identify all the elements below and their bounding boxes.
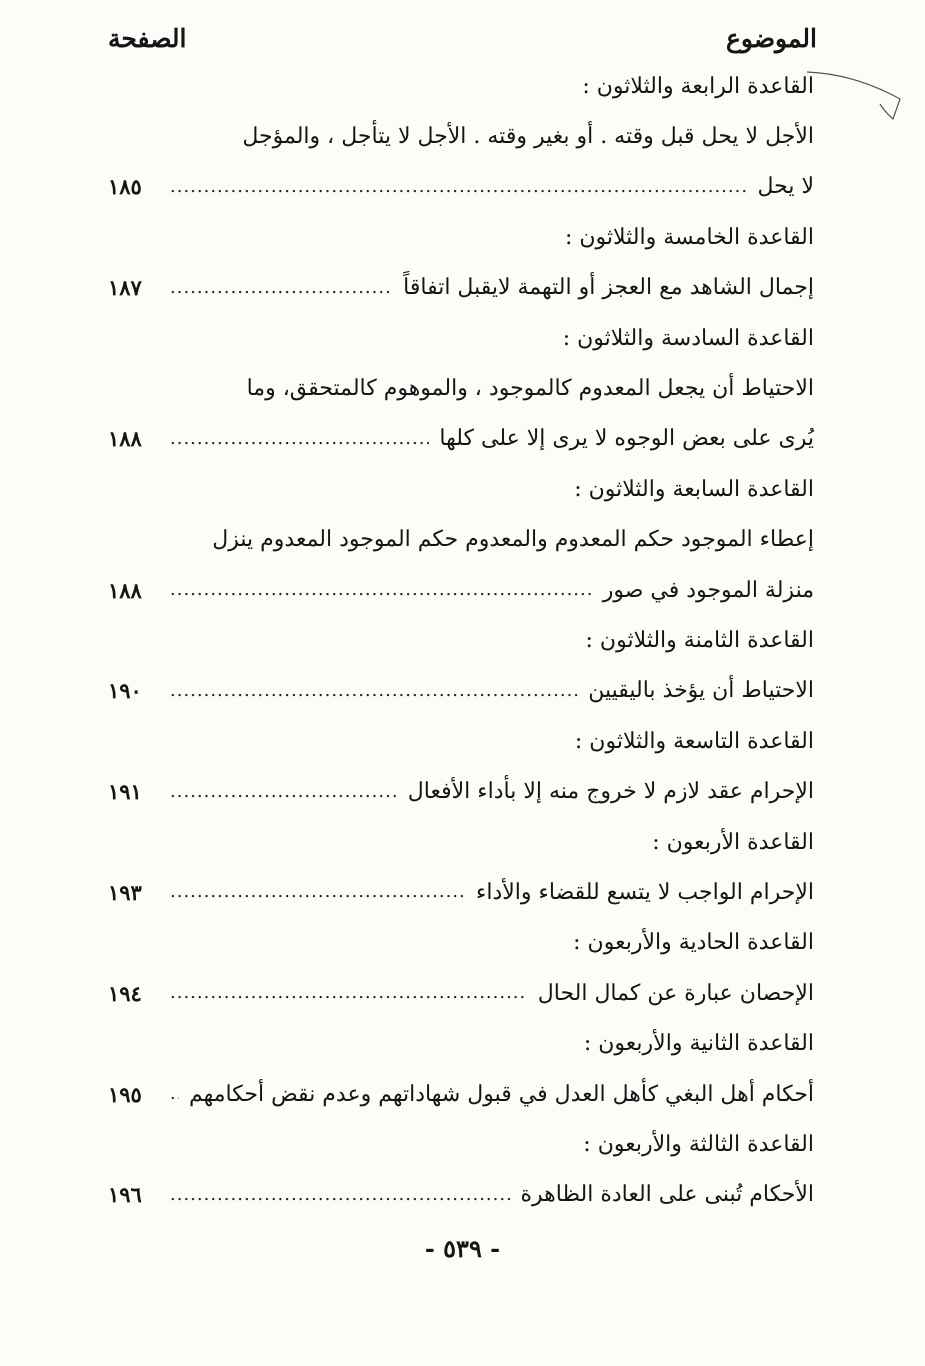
dot-leader (170, 1082, 179, 1106)
entry-text: الاحتياط أن يجعل المعدوم كالموجود ، والموهوم كالمتحقق، وما (246, 375, 814, 401)
rule-heading (108, 217, 814, 257)
entry-text: القاعدة الحادية والأربعون : (573, 930, 814, 956)
pencil-mark-icon (805, 64, 905, 124)
entry-text: القاعدة السابعة والثلاثون : (574, 476, 814, 502)
entry-page-number: ١٨٨ (108, 577, 142, 603)
entry-text: القاعدة الثانية والأربعون : (583, 1031, 814, 1057)
toc-entry (108, 1175, 814, 1215)
entry-text: الأجل لا يحل قبل وقته . أو بغير وقته . الأجل لا يتأجل ، والمؤجل (242, 123, 814, 149)
entry-text: إعطاء الموجود حكم المعدوم والمعدوم حكم الموجود المعدوم ينزل (212, 527, 814, 553)
entry-text: يُرى على بعض الوجوه لا يرى إلا على كلها (439, 426, 814, 452)
dot-leader (170, 578, 593, 602)
toc-entry (108, 116, 814, 156)
toc-entry (108, 419, 814, 459)
rule-heading (108, 822, 814, 862)
entry-page-number: ١٨٨ (108, 426, 142, 452)
entry-text: أحكام أهل البغي كأهل العدل في قبول شهاداتهم وعدم نقض أحكامهم (188, 1081, 814, 1107)
entry-text: القاعدة السادسة والثلاثون : (562, 325, 814, 351)
dot-leader (170, 981, 528, 1005)
entry-text: القاعدة الأربعون : (652, 829, 814, 855)
entry-page-number: ١٩٣ (108, 879, 142, 905)
entry-page-number: ١٩٦ (108, 1182, 142, 1208)
entry-page-number: ١٨٥ (108, 174, 142, 200)
entry-page-number: ١٨٧ (108, 275, 142, 301)
entry-page-number: ١٩٠ (108, 678, 142, 704)
page-column-heading: الصفحة (108, 23, 187, 53)
entry-text: القاعدة الرابعة والثلاثون : (582, 73, 814, 99)
topic-column-heading: الموضوع (726, 23, 817, 53)
rule-heading (108, 1024, 814, 1064)
entry-text: الأحكام تُبنى على العادة الظاهرة (520, 1182, 814, 1208)
toc-entry (108, 772, 814, 812)
toc-header (108, 20, 817, 56)
dot-leader (170, 175, 747, 199)
toc-entry (108, 268, 814, 308)
rule-heading (108, 620, 814, 660)
dot-leader (170, 276, 393, 300)
entry-page-number: ١٩١ (108, 779, 142, 805)
rule-heading (108, 469, 814, 509)
entry-page-number: ١٩٥ (108, 1081, 142, 1107)
entry-text: القاعدة الثالثة والأربعون : (583, 1131, 814, 1157)
rule-heading (108, 923, 814, 963)
dot-leader (170, 1183, 511, 1207)
toc-entry (108, 570, 814, 610)
entry-text: القاعدة الثامنة والثلاثون : (585, 627, 814, 653)
toc-entry (108, 520, 814, 560)
dot-leader (170, 427, 429, 451)
rule-heading (108, 318, 814, 358)
toc-entry (108, 973, 814, 1013)
page-number: - ٥٣٩ - (424, 1234, 501, 1263)
entry-page-number: ١٩٤ (108, 980, 142, 1006)
entry-text: القاعدة الخامسة والثلاثون : (564, 224, 814, 250)
entry-text: منزلة الموجود في صور (602, 577, 814, 603)
rule-heading (108, 721, 814, 761)
toc-entry (108, 167, 814, 207)
toc-entry (108, 1074, 814, 1114)
entry-text: إجمال الشاهد مع العجز أو التهمة لايقبل اتفاقاً (403, 275, 814, 301)
entry-text: الاحتياط أن يؤخذ باليقيين (588, 678, 814, 704)
dot-leader (170, 679, 578, 703)
entry-text: القاعدة التاسعة والثلاثون : (574, 728, 814, 754)
entry-text: الإحرام عقد لازم لا خروج منه إلا بأداء الأفعال (407, 779, 814, 805)
entry-text: لا يحل (757, 174, 814, 200)
rule-heading (108, 66, 814, 106)
entry-text: الإحرام الواجب لا يتسع للقضاء والأداء (475, 879, 814, 905)
dot-leader (170, 780, 398, 804)
toc-entry (108, 368, 814, 408)
rule-heading (108, 1124, 814, 1164)
entry-text: الإحصان عبارة عن كمال الحال (537, 980, 814, 1006)
toc-entry (108, 671, 814, 711)
dot-leader (170, 880, 466, 904)
toc-entry (108, 872, 814, 912)
